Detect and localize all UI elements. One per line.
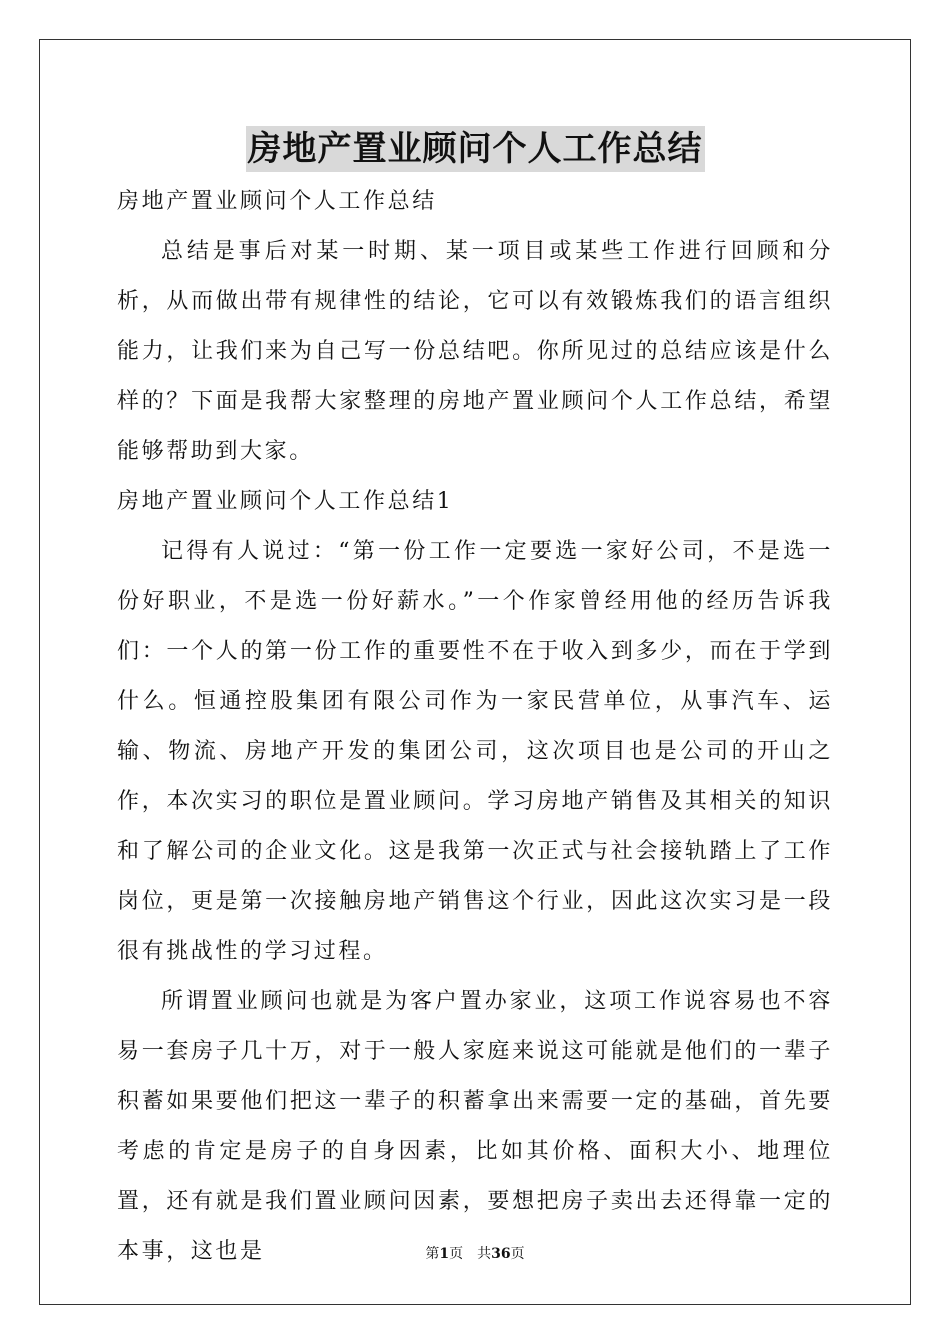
body-paragraph-2: 所谓置业顾问也就是为客户置办家业，这项工作说容易也不容易一套房子几十万，对于一般人家庭来说这可能就是他们的一辈子积蓄如果要他们把这一辈子的积蓄拿出来需要一定的基础，首先要考虑的肯定是房子的自身因素，比如其价格、面积大小、地理位置，还有就是我们置业顾问因素，要想把房子卖出去还得靠一定的本事，这也是 bbox=[117, 989, 833, 1264]
section-heading: 房地产置业顾问个人工作总结1 bbox=[117, 489, 454, 514]
intro-paragraph: 总结是事后对某一时期、某一项目或某些工作进行回顾和分析，从而做出带有规律性的结论，它可以有效锻炼我们的语言组织能力，让我们来为自己写一份总结吧。你所见过的总结应该是什么样的？下面是我帮大家整理的房地产置业顾问个人工作总结，希望能够帮助到大家。 bbox=[117, 239, 833, 464]
page-footer bbox=[0, 1244, 950, 1264]
footer-current-page: 1 bbox=[439, 1246, 450, 1262]
footer-page-mid: 页 共 bbox=[449, 1246, 492, 1262]
footer-page-suffix: 页 bbox=[510, 1246, 525, 1262]
footer-total-pages: 36 bbox=[491, 1246, 511, 1262]
body-paragraph-1: 记得有人说过：“第一份工作一定要选一家好公司，不是选一份好职业，不是选一份好薪水。”一个作家曾经用他的经历告诉我们：一个人的第一份工作的重要性不在于收入到多少，而在于学到什么。恒通控股集团有限公司作为一家民营单位，从事汽车、运输、物流、房地产开发的集团公司，这次项目也是公司的开山之作，本次实习的职位是置业顾问。学习房地产销售及其相关的知识和了解公司的企业文化。这是我第一次正式与社会接轨踏上了工作岗位，更是第一次接触房地产销售这个行业，因此这次实习是一段很有挑战性的学习过程。 bbox=[117, 539, 833, 964]
document-body bbox=[117, 177, 833, 1277]
footer-page-prefix: 第 bbox=[425, 1246, 440, 1262]
document-title: 房地产置业顾问个人工作总结 bbox=[246, 126, 705, 172]
document-title-wrapper bbox=[0, 126, 950, 172]
document-subtitle: 房地产置业顾问个人工作总结 bbox=[117, 189, 437, 214]
